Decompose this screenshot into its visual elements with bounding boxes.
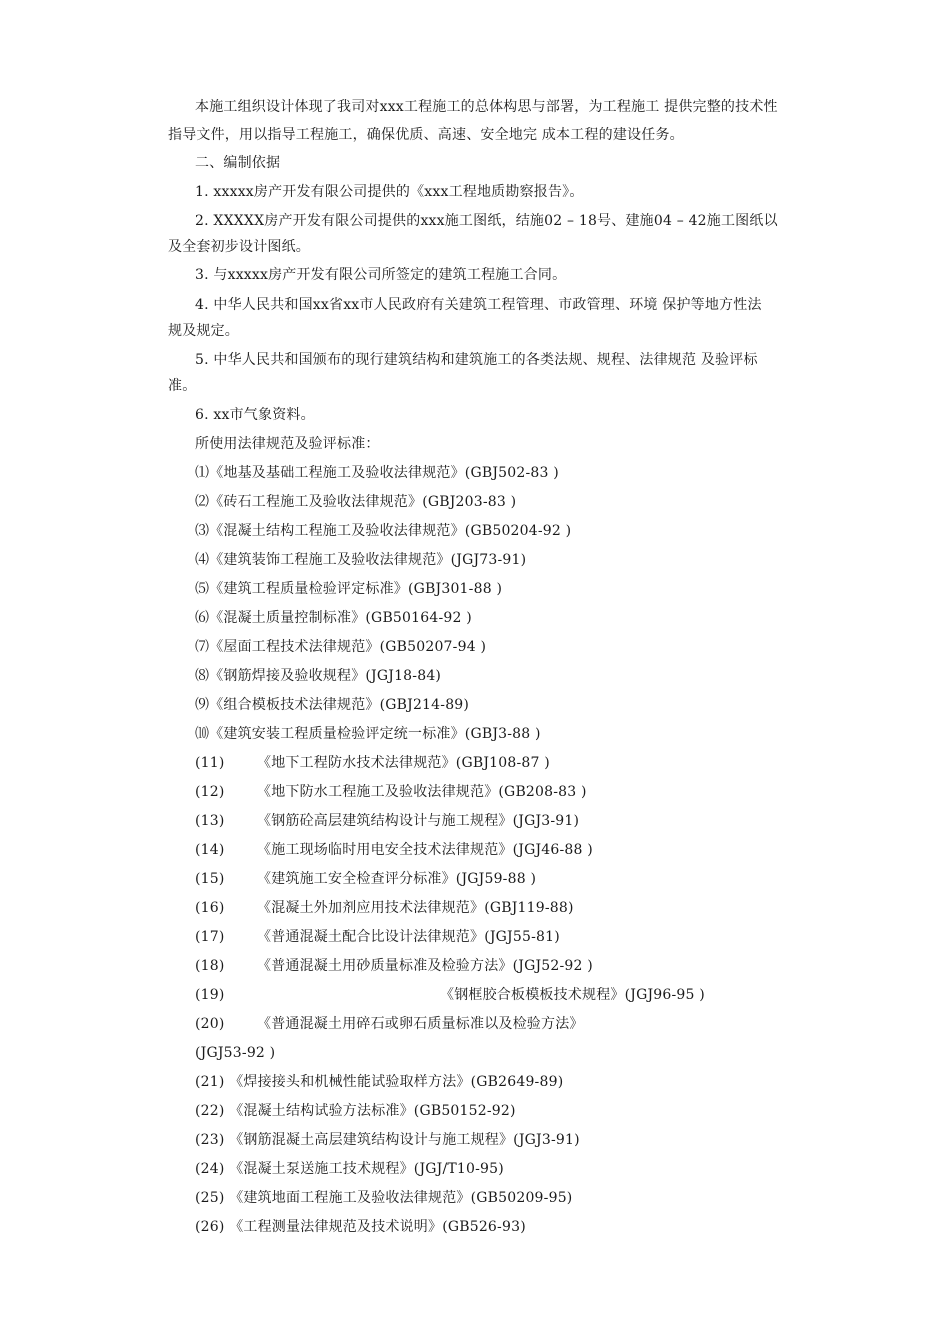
basis-item: 6. xx市气象资料。: [195, 407, 315, 423]
standard-title: 《普通混凝土用碎石或卵石质量标准以及检验方法》: [257, 1016, 584, 1032]
standard-title: 《钢筋砼高层建筑结构设计与施工规程》(JGJ3-91): [257, 813, 580, 829]
intro-paragraph-line: 指导文件，用以指导工程施工，确保优质、高速、安全地完 成本工程的建设任务。: [168, 127, 684, 143]
intro-paragraph-line: 本施工组织设计体现了我司对xxx工程施工的总体构思与部署，为工程施工 提供完整的技术性: [195, 99, 778, 115]
standard-item: ⑻《钢筋焊接及验收规程》(JGJ18-84): [195, 668, 442, 684]
standard-title: 《地下工程防水技术法律规范》(GBJ108-87 ): [257, 755, 550, 771]
basis-item: 4. 中华人民共和国xx省xx市人民政府有关建筑工程管理、市政管理、环境 保护等地方性法: [195, 297, 762, 313]
basis-item: 1. xxxxx房产开发有限公司提供的《xxx工程地质勘察报告》。: [195, 184, 584, 200]
standard-title: 《地下防水工程施工及验收法律规范》(GB208-83 ): [257, 784, 587, 800]
standard-number: (16): [195, 900, 225, 916]
basis-item: 5. 中华人民共和国颁布的现行建筑结构和建筑施工的各类法规、规程、法律规范 及验评标: [195, 352, 758, 368]
standard-title: 《普通混凝土用砂质量标准及检验方法》(JGJ52-92 ): [257, 958, 593, 974]
standard-item: (24) 《混凝土泵送施工技术规程》(JGJ/T10-95): [195, 1161, 504, 1177]
basis-item-continuation: 及全套初步设计图纸。: [168, 239, 310, 255]
standard-item: (23) 《钢筋混凝土高层建筑结构设计与施工规程》(JGJ3-91): [195, 1132, 580, 1148]
section-heading: 二、编制依据: [195, 155, 281, 171]
standard-number: (12): [195, 784, 225, 800]
standard-item: (25) 《建筑地面工程施工及验收法律规范》(GB50209-95): [195, 1190, 573, 1206]
standard-item: ⑵《砖石工程施工及验收法律规范》(GBJ203-83 ): [195, 494, 517, 510]
standard-item: (21) 《焊接接头和机械性能试验取样方法》(GB2649-89): [195, 1074, 564, 1090]
standard-title: 《普通混凝土配合比设计法律规范》(JGJ55-81): [257, 929, 560, 945]
standard-item: ⑶《混凝土结构工程施工及验收法律规范》(GB50204-92 ): [195, 523, 572, 539]
standard-item: (22) 《混凝土结构试验方法标准》(GB50152-92): [195, 1103, 516, 1119]
standard-title-continuation: (JGJ53-92 ): [195, 1045, 276, 1061]
standard-number: (14): [195, 842, 225, 858]
standard-number: (19): [195, 987, 225, 1003]
standard-item: ⑸《建筑工程质量检验评定标准》(GBJ301-88 ): [195, 581, 503, 597]
standard-title: 《混凝土外加剂应用技术法律规范》(GBJ119-88): [257, 900, 574, 916]
standard-number: (18): [195, 958, 225, 974]
standard-item: ⑹《混凝土质量控制标准》(GB50164-92 ): [195, 610, 472, 626]
standard-number: (13): [195, 813, 225, 829]
standard-item: ⑷《建筑装饰工程施工及验收法律规范》(JGJ73-91): [195, 552, 527, 568]
standard-title: 《施工现场临时用电安全技术法律规范》(JGJ46-88 ): [257, 842, 593, 858]
standard-item: ⑺《屋面工程技术法律规范》(GB50207-94 ): [195, 639, 487, 655]
basis-item-continuation: 规及规定。: [168, 323, 239, 339]
standard-title: 《钢框胶合板模板技术规程》(JGJ96-95 ): [440, 987, 705, 1003]
standard-item: ⑽《建筑安装工程质量检验评定统一标准》(GBJ3-88 ): [195, 726, 541, 742]
standard-number: (17): [195, 929, 225, 945]
standard-title: 《建筑施工安全检查评分标准》(JGJ59-88 ): [257, 871, 537, 887]
standard-item: ⑴《地基及基础工程施工及验收法律规范》(GBJ502-83 ): [195, 465, 559, 481]
standard-number: (11): [195, 755, 225, 771]
standard-number: (20): [195, 1016, 225, 1032]
standards-heading: 所使用法律规范及验评标准：: [195, 436, 380, 452]
standard-item: (26) 《工程测量法律规范及技术说明》(GB526-93): [195, 1219, 526, 1235]
basis-item: 3. 与xxxxx房产开发有限公司所签定的建筑工程施工合同。: [195, 267, 567, 283]
basis-item: 2. XXXXX房产开发有限公司提供的xxx施工图纸，结施02 – 18号、建施04 – 42施工图纸以: [195, 213, 778, 229]
standard-item: ⑼《组合模板技术法律规范》(GBJ214-89): [195, 697, 470, 713]
basis-item-continuation: 准。: [168, 378, 197, 394]
standard-number: (15): [195, 871, 225, 887]
